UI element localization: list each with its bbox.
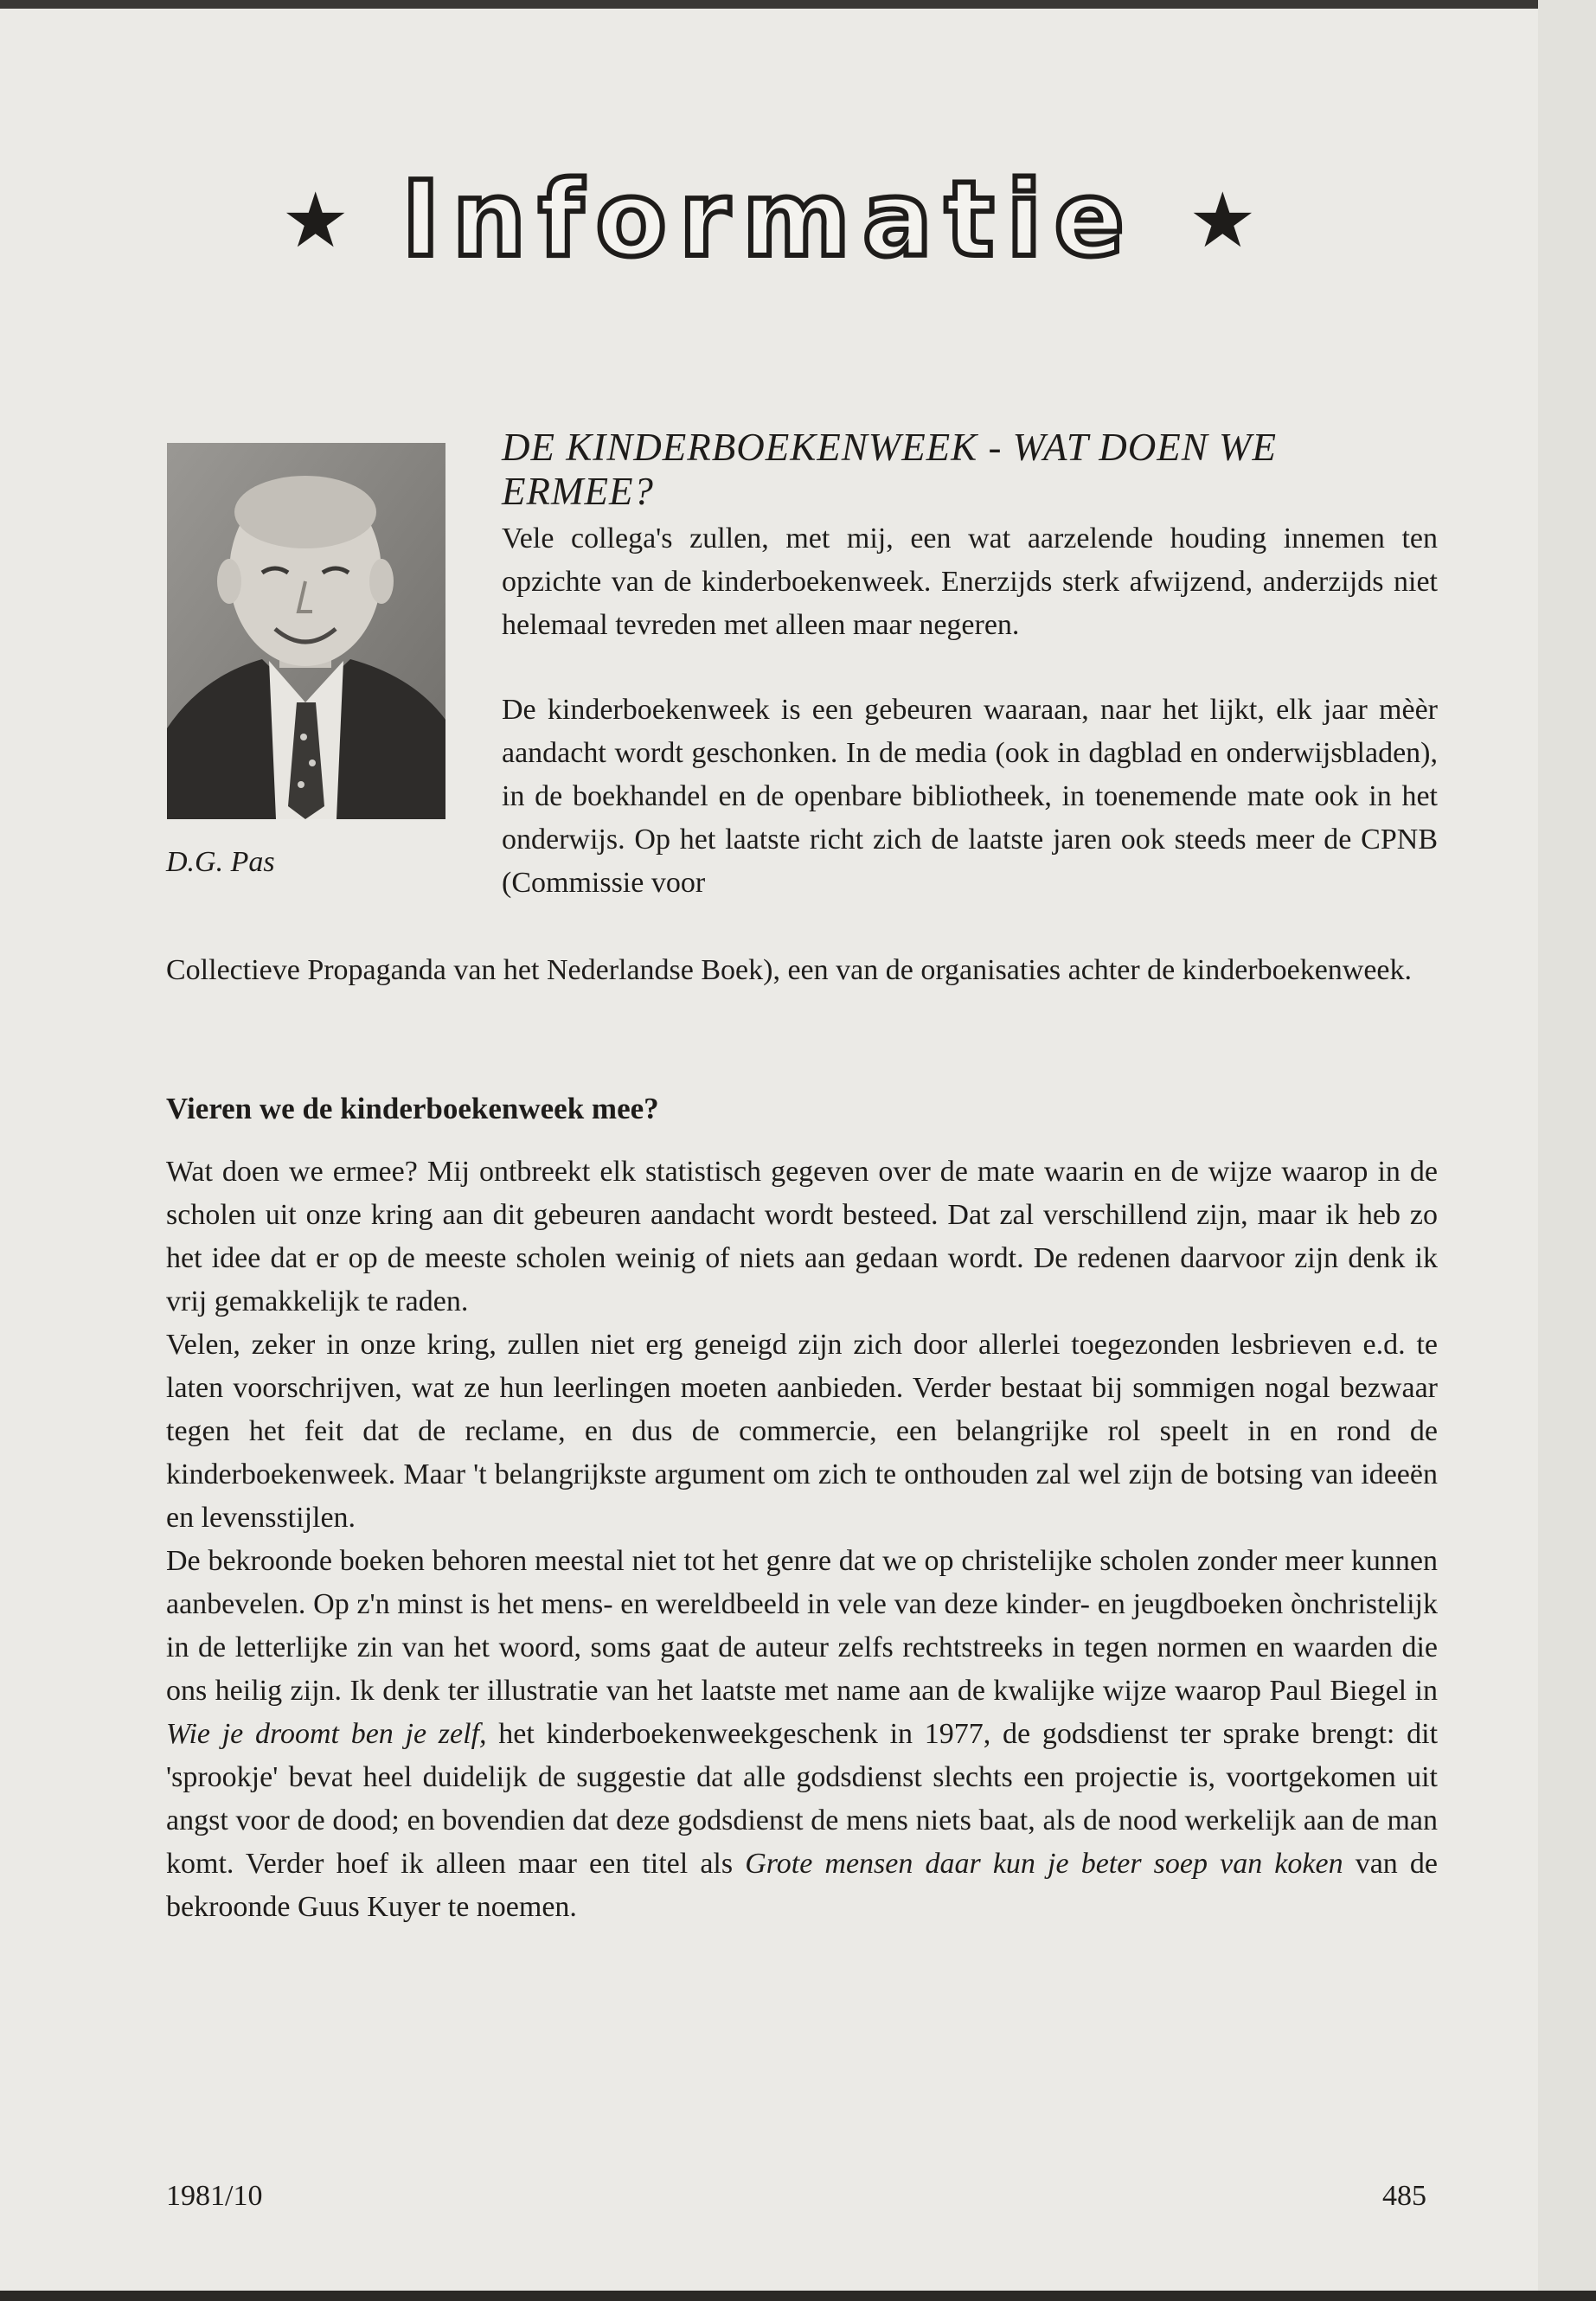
paragraph-2-top: De kinderboekenweek is een gebeuren waaraan, naar het lijkt, elk jaar mèèr aandacht wordt geschonken. In de media (ook in dagblad en onderwijsbladen), in de boekhandel en de openbare bibliotheek, in toenemende mate ook in het onderwijs. Op het laatste richt zich de laatste jaren ook steeds meer de CPNB (Commissie voor (502, 694, 1438, 899)
paragraph-intro: Vele collega's zullen, met mij, een wat aarzelende houding innemen ten opzichte van de kinderboekenweek. Enerzijds sterk afwijzend, anderzijds niet helemaal tevreden met alleen maar negeren. (502, 522, 1438, 641)
star-left-icon: ★ (281, 176, 350, 265)
article-body (166, 1150, 1438, 1929)
section-heading: Vieren we de kinderboekenweek mee? (166, 1092, 659, 1125)
header-banner (0, 147, 1538, 294)
book-title-2: Grote mensen daar kun je beter soep van koken (745, 1848, 1343, 1880)
paragraph-5-part-b: het kinderboekenweekgeschenk in 1977, de godsdienst ter sprake brengt: dit 'sprookje' bevat heel duidelijk de suggestie dat alle godsdienst slechts een projectie is, voortgekomen uit angst voor de dood; en bovendien dat deze godsdienst de mens niets baat, als de nood werkelijk aan de man komt. Verder hoef ik alleen maar een titel als (166, 1718, 1439, 1880)
scan-edge-right (1538, 0, 1596, 2301)
article-title: DE KINDERBOEKENWEEK - WAT DOEN WE ERMEE? (502, 426, 1278, 513)
issue-number: 1981/10 (166, 2180, 263, 2212)
paragraph-4: Velen, zeker in onze kring, zullen niet erg geneigd zijn zich door allerlei toegezonden lesbrieven e.d. te laten voorschrijven, wat ze hun leerlingen moeten aanbieden. Verder bestaat bij sommigen nogal bezwaar tegen het feit dat de reclame, en dus de commercie, een belangrijke rol speelt in en rond de kinderboekenweek. Maar 't belangrijkste argument om zich te onthouden zal wel zijn de botsing van ideeën en levensstijlen. (166, 1329, 1438, 1534)
paragraph-3: Wat doen we ermee? Mij ontbreekt elk statistisch gegeven over de mate waarin en de wijze waarop in de scholen uit onze kring aan dit gebeuren aandacht wordt besteed. Dat zal verschillend zijn, maar ik heb zo het idee dat er op de meeste scholen weinig of niets aan gedaan wordt. De redenen daarvoor zijn denk ik vrij gemakkelijk te raden. (166, 1156, 1438, 1317)
author-photo (167, 443, 445, 819)
page-title: Informatie (401, 160, 1137, 280)
photo-caption: D.G. Pas (166, 846, 275, 878)
book-title-1: Wie je droomt ben je zelf, (166, 1718, 487, 1750)
portrait-image (167, 443, 445, 819)
paragraph-5 (166, 1540, 1438, 1929)
page-number: 485 (1382, 2180, 1426, 2212)
paragraph-5-part-c: van de bekroonde Guus Kuyer te noemen. (166, 1848, 1439, 1923)
scan-edge-bottom (0, 2291, 1596, 2301)
star-right-icon: ★ (1188, 176, 1257, 265)
scan-edge-top (0, 0, 1596, 9)
paragraph-2-bottom: Collectieve Propaganda van het Nederlandse Boek), een van de organisaties achter de kinderboekenweek. (166, 954, 1413, 986)
paragraph-5-part-a: De bekroonde boeken behoren meestal niet tot het genre dat we op christelijke scholen zonder meer kunnen aanbevelen. Op z'n minst is het mens- en wereldbeeld in vele van deze kinder- en jeugdboeken ònchristelijk in de letterlijke zin van het woord, soms gaat de auteur zelfs rechtstreeks in tegen normen en waarden die ons heilig zijn. Ik denk ter illustratie van het laatste met name aan de kwalijke wijze waarop Paul Biegel in (166, 1545, 1438, 1707)
